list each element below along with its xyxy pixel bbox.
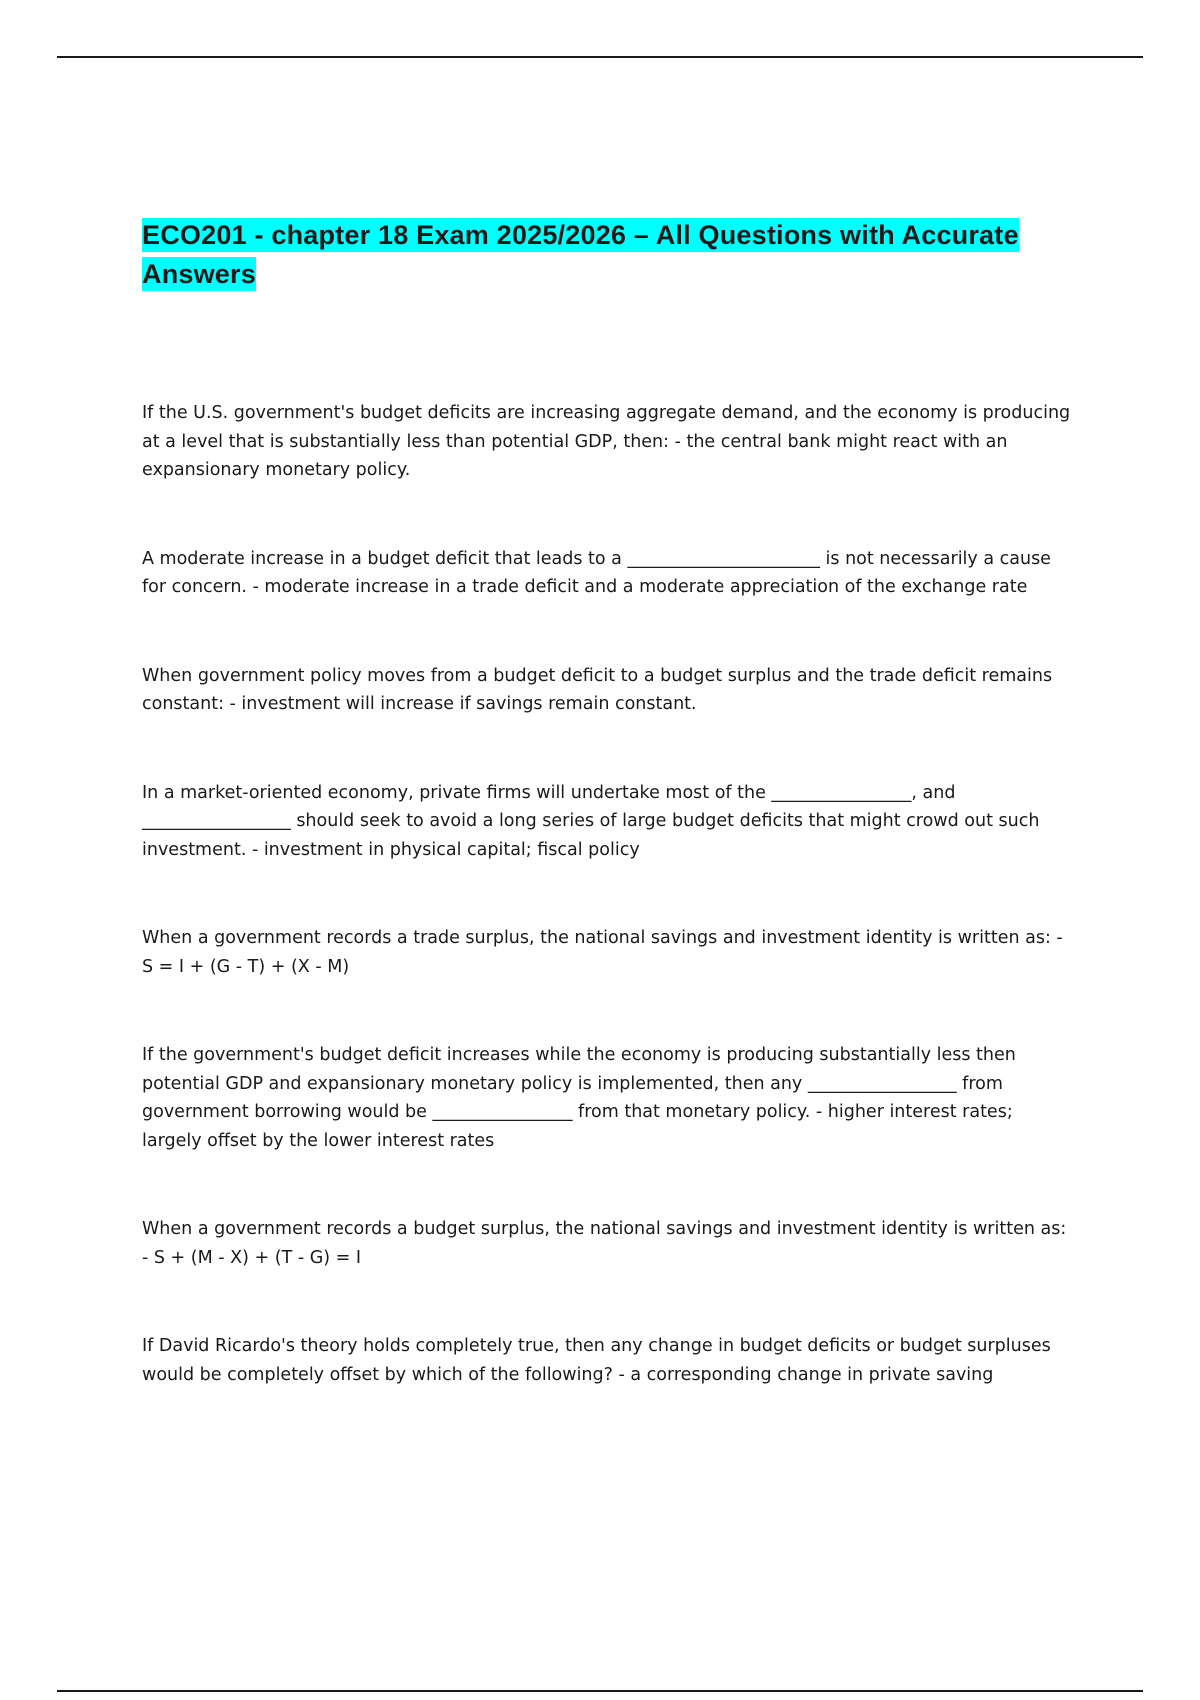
qa-item: If the government's budget deficit increases while the economy is producing substantially less then potential GDP and expansionary monetary policy is implemented, then any _________________ from government borrowing would be ________________ from that monetary policy. - higher interest rates; largely offset by the lower interest rates: [142, 1045, 1016, 1151]
qa-item: A moderate increase in a budget deficit that leads to a ______________________ is not necessarily a cause for concern. - moderate increase in a trade deficit and a moderate appreciation of the exchange rate: [142, 548, 1051, 597]
document-body: [142, 216, 1072, 1389]
title-highlight: ECO201 - chapter 18 Exam 2025/2026 – All Questions with Accurate Answers: [142, 220, 1019, 289]
top-rule: [57, 56, 1143, 58]
qa-item: If David Ricardo's theory holds completely true, then any change in budget deficits or budget surpluses would be completely offset by which of the following? - a corresponding change in private saving: [142, 1336, 1051, 1385]
qa-item: When government policy moves from a budget deficit to a budget surplus and the trade deficit remains constant: - investment will increase if savings remain constant.: [142, 665, 1053, 714]
document-title: [142, 216, 1072, 294]
qa-item: When a government records a trade surplus, the national savings and investment identity is written as: - S = I + (G - T) + (X - M): [142, 928, 1063, 977]
qa-item: When a government records a budget surplus, the national savings and investment identity is written as: - S + (M - X) + (T - G) = I: [142, 1219, 1067, 1268]
qa-item: In a market-oriented economy, private firms will undertake most of the ________________, and _________________ should seek to avoid a long series of large budget deficits that might crowd out such investment. - investment in physical capital; fiscal policy: [142, 782, 1040, 860]
bottom-rule: [57, 1690, 1143, 1692]
qa-list: [142, 399, 1072, 1389]
qa-item: If the U.S. government's budget deficits are increasing aggregate demand, and the economy is producing at a level that is substantially less than potential GDP, then: - the central bank might react with an expansionary monetary policy.: [142, 403, 1071, 480]
